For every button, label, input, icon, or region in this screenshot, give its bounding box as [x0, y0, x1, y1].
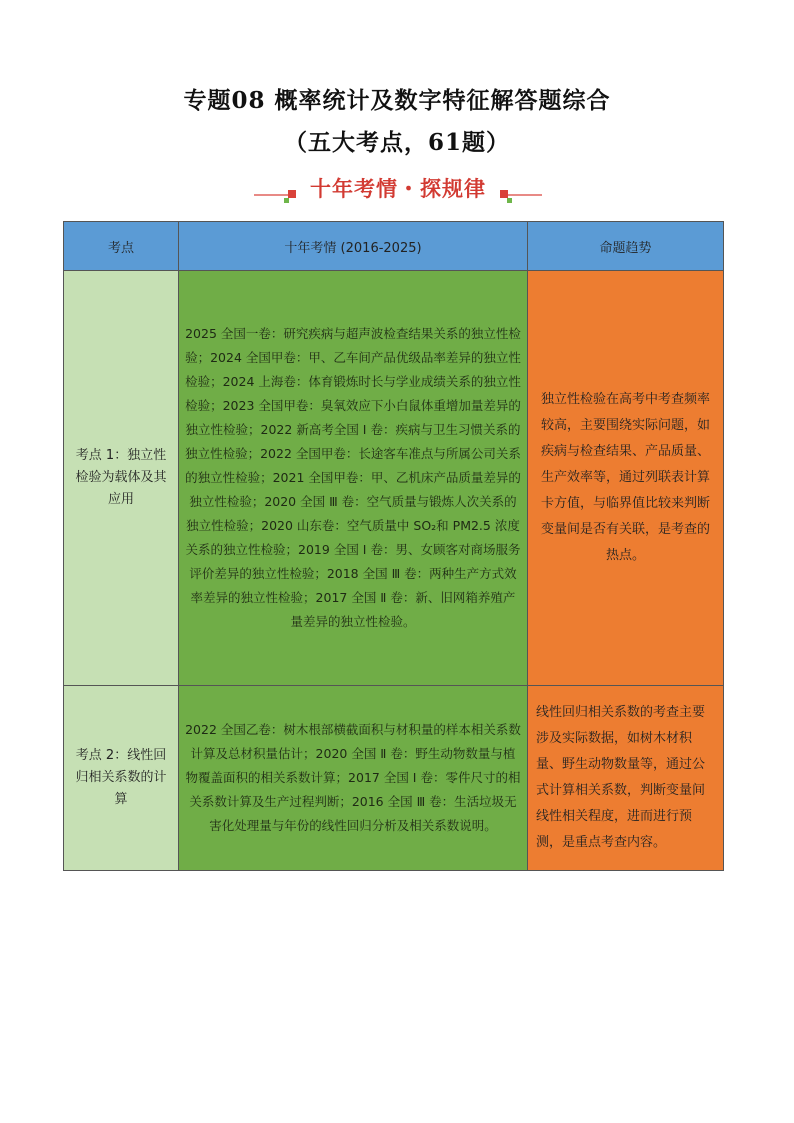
banner-dot-red-left: [288, 190, 296, 198]
document-title: 专题08 概率统计及数字特征解答题综合: [183, 87, 611, 114]
table-header-row: [64, 222, 724, 271]
history-cell: 2025 全国一卷：研究疾病与超声波检查结果关系的独立性检验；2024 全国甲卷：甲、乙车间产品优级品率差异的独立性检验；2024 上海卷：体育锻炼时长与学业成绩关系的独立性检验；2023 全国甲卷：臭氧效应下小白鼠体重增加量差异的独立性检验；2022 新高考全国 Ⅰ 卷：疾病与卫生习惯关系的独立性检验；2022 全国甲卷：长途客车准点与所属公司关系的独立性检验；2021 全国甲卷：甲、乙机床产品质量差异的独立性检验；2020 全国 Ⅲ 卷：空气质量与锻炼人次关系的独立性检验；2020 山东卷：空气质量中 SO₂和 PM2.5 浓度关系的独立性检验；2019 全国 Ⅰ 卷：男、女顾客对商场服务评价差异的独立性检验；2018 全国 Ⅲ 卷：两种生产方式效率差异的独立性检验；2017 全国 Ⅱ 卷：新、旧网箱养殖产量差异的独立性检验。: [179, 271, 528, 686]
table-row: [64, 686, 724, 871]
banner-line-right: [508, 194, 542, 196]
topic-cell: 考点 1：独立性检验为载体及其应用: [64, 271, 179, 686]
header-topic: 考点: [64, 222, 179, 271]
document-subtitle: （五大考点，61题）: [283, 129, 510, 156]
banner-dot-red-right: [500, 190, 508, 198]
banner-dot-green-left: [284, 198, 289, 203]
header-history: 十年考情 (2016-2025): [179, 222, 528, 271]
trend-cell: 独立性检验在高考中考查频率较高，主要围绕实际问题，如疾病与检查结果、产品质量、生产效率等，通过列联表计算卡方值，与临界值比较来判断变量间是否有关联，是考查的热点。: [528, 271, 724, 686]
table-row: [64, 271, 724, 686]
banner-line-left: [254, 194, 290, 196]
exam-summary-table: [63, 221, 724, 871]
banner-dot-green-right: [507, 198, 512, 203]
header-trend: 命题趋势: [528, 222, 724, 271]
banner-label: 十年考情・探规律: [310, 177, 486, 201]
trend-cell: 线性回归相关系数的考查主要涉及实际数据，如树木材积量、野生动物数量等，通过公式计算相关系数，判断变量间线性相关程度，进而进行预测，是重点考查内容。: [528, 686, 724, 871]
history-cell: 2022 全国乙卷：树木根部横截面积与材积量的样本相关系数计算及总材积量估计；2020 全国 Ⅱ 卷：野生动物数量与植物覆盖面积的相关系数计算；2017 全国 Ⅰ 卷：零件尺寸的相关系数计算及生产过程判断；2016 全国 Ⅲ 卷：生活垃圾无害化处理量与年份的线性回归分析及相关系数说明。: [179, 686, 528, 871]
section-banner: [0, 170, 794, 206]
topic-cell: 考点 2：线性回归相关系数的计算: [64, 686, 179, 871]
